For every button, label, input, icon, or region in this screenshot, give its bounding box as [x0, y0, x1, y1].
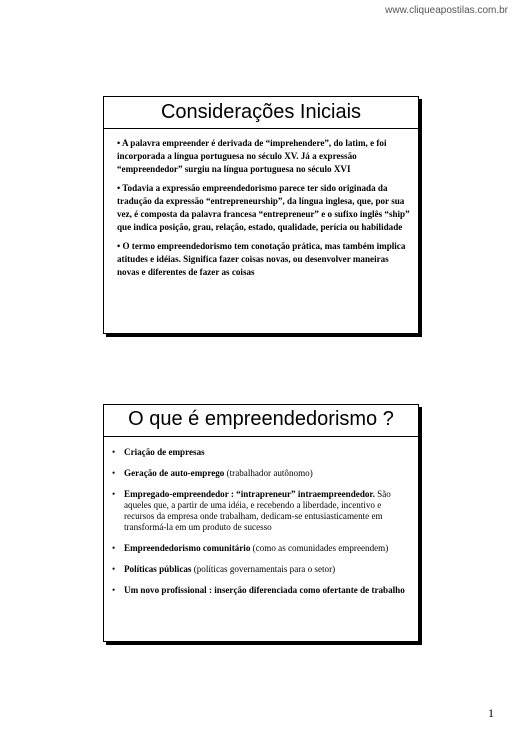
bullet-bold-text: Criação de empresas — [124, 447, 205, 457]
bullet-item — [124, 543, 410, 554]
bullet-bold-text: Empregado-empreendedor : “intrapreneur” intraempreendedor. — [124, 489, 375, 499]
bullet-item: • A palavra empreender é derivada de “imprehendere”, do latim, e foi incorporada a língua portuguesa no século XV. Já a expressão “empreendedor” surgiu na língua portuguesa no século XVI — [117, 138, 387, 174]
bullet-normal-text: (políticas governamentais para o setor) — [191, 564, 336, 574]
bullet-item — [124, 585, 410, 596]
bullet-bold-text: Empreendedorismo comunitário — [124, 543, 251, 553]
slide-title-box — [104, 97, 418, 129]
bullet-list — [104, 129, 418, 279]
bullet-normal-text: São aqueles que, a partir de uma idéia, e recebendo a liberdade, incentivo e recursos da empresa onde trabalham, dedicam-se entusiasticamente em transformá-la em um produto de sucesso — [124, 489, 391, 532]
bullet-item: • O termo empreendedorismo tem conotação prática, mas também implica atitudes e idéias. Significa fazer coisas novas, ou desenvolver maneiras novas e diferentes de fazer as coisas — [117, 241, 406, 277]
bullet-item — [124, 447, 410, 458]
bullet-item: • Todavia a expressão empreendedorismo parece ter sido originada da tradução da expressão “entrepreneurship”, da língua inglesa, que, por sua vez, é composta da palavra francesa “entrepreneur” e o sufixo inglês “ship” que indica posição, grau, relação, estado, qualidade, perícia ou habilidade — [117, 183, 410, 232]
bullet-item — [124, 468, 410, 479]
slide-title: Considerações Iniciais — [160, 101, 362, 123]
slide-o-que-e-empreendedorismo — [103, 404, 419, 642]
bullet-bold-text: Um novo profissional : inserção diferenciada como ofertante de trabalho — [124, 585, 405, 595]
bullet-bold-text: Geração de auto-emprego — [124, 468, 225, 478]
bullet-normal-text: (trabalhador autônomo) — [224, 468, 313, 478]
bullet-item — [124, 489, 410, 533]
slide-title: O que é empreendedorismo ? — [128, 408, 394, 430]
bullet-item — [124, 564, 410, 575]
page-number: 1 — [488, 706, 494, 720]
bullet-bold-text: Políticas públicas — [124, 564, 192, 574]
slide-consideracoes-iniciais — [103, 96, 419, 334]
slide-title-box — [104, 405, 418, 437]
bullet-normal-text: (como as comunidades empreendem) — [250, 543, 389, 553]
site-url: www.cliqueapostilas.com.br — [385, 5, 508, 16]
bullet-list — [104, 437, 418, 596]
